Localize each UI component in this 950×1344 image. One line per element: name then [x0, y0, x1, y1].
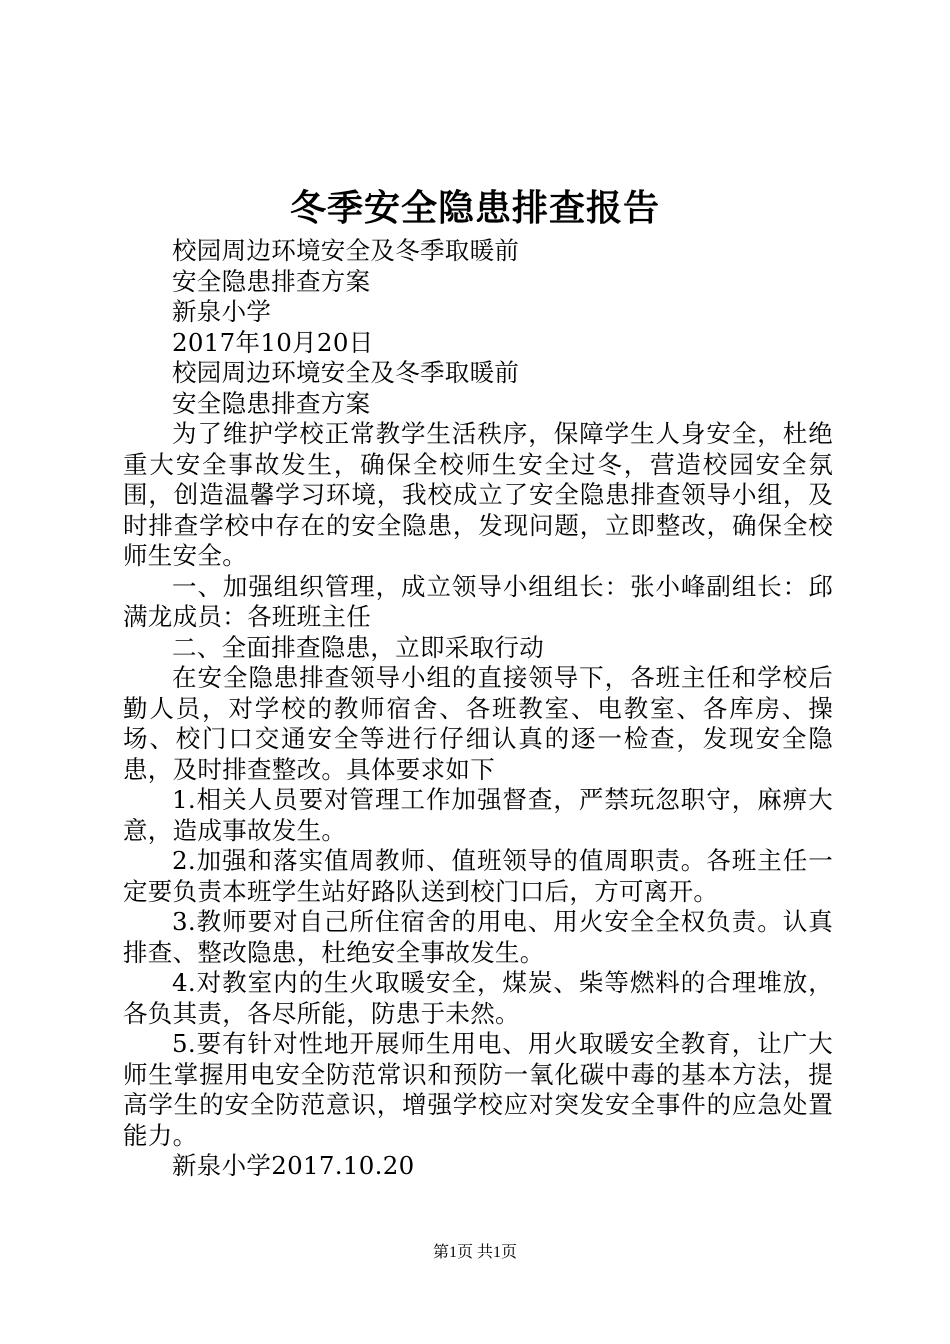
body-paragraph: 安全隐患排查方案 — [172, 266, 371, 296]
body-paragraph: 2.加强和落实值周教师、值班领导的值周职责。各班主任一定要负责本班学生站好路队送到校门口后，方可离开。 — [123, 846, 833, 906]
body-paragraph: 在安全隐患排查领导小组的直接领导下，各班主任和学校后勤人员，对学校的教师宿舍、各班教室、电教室、各库房、操场、校门口交通安全等进行仔细认真的逐一检查，发现安全隐患，及时排查整改。具体要求如下 — [123, 663, 833, 784]
document-title: 冬季安全隐患排查报告 — [289, 187, 660, 229]
body-paragraph: 5.要有针对性地开展师生用电、用火取暖安全教育，让广大师生掌握用电安全防范常识和预防一氧化碳中毒的基本方法，提高学生的安全防范意识，增强学校应对突发安全事件的应急处置能力。 — [123, 1029, 833, 1150]
body-paragraph: 2017年10月20日 — [172, 327, 374, 357]
body-paragraph: 为了维护学校正常教学生活秩序，保障学生人身安全，杜绝重大安全事故发生，确保全校师生安全过冬，营造校园安全氛围，创造温馨学习环境，我校成立了安全隐患排查领导小组，及时排查学校中存在的安全隐患，发现问题，立即整改，确保全校师生安全。 — [123, 419, 833, 570]
body-paragraph: 1.相关人员要对管理工作加强督查，严禁玩忽职守，麻痹大意，造成事故发生。 — [123, 785, 833, 845]
body-paragraph: 新泉小学2017.10.20 — [172, 1151, 415, 1180]
body-paragraph: 校园周边环境安全及冬季取暖前 — [172, 236, 520, 265]
page-number-footer: 第1页 共1页 — [432, 1244, 517, 1261]
body-paragraph: 二、全面排查隐患，立即采取行动 — [172, 632, 544, 662]
body-paragraph: 校园周边环境安全及冬季取暖前 — [172, 358, 520, 387]
body-paragraph: 一、加强组织管理，成立领导小组组长：张小峰副组长：邱满龙成员：各班班主任 — [123, 571, 833, 631]
document-body — [123, 236, 833, 1182]
body-paragraph: 安全隐患排查方案 — [172, 388, 371, 418]
body-paragraph: 4.对教室内的生火取暖安全，煤炭、柴等燃料的合理堆放，各负其责，各尽所能，防患于未然。 — [123, 968, 833, 1028]
body-paragraph: 3.教师要对自己所住宿舍的用电、用火安全全权负责。认真排查、整改隐患，杜绝安全事故发生。 — [123, 907, 833, 967]
body-paragraph: 新泉小学 — [172, 297, 272, 326]
